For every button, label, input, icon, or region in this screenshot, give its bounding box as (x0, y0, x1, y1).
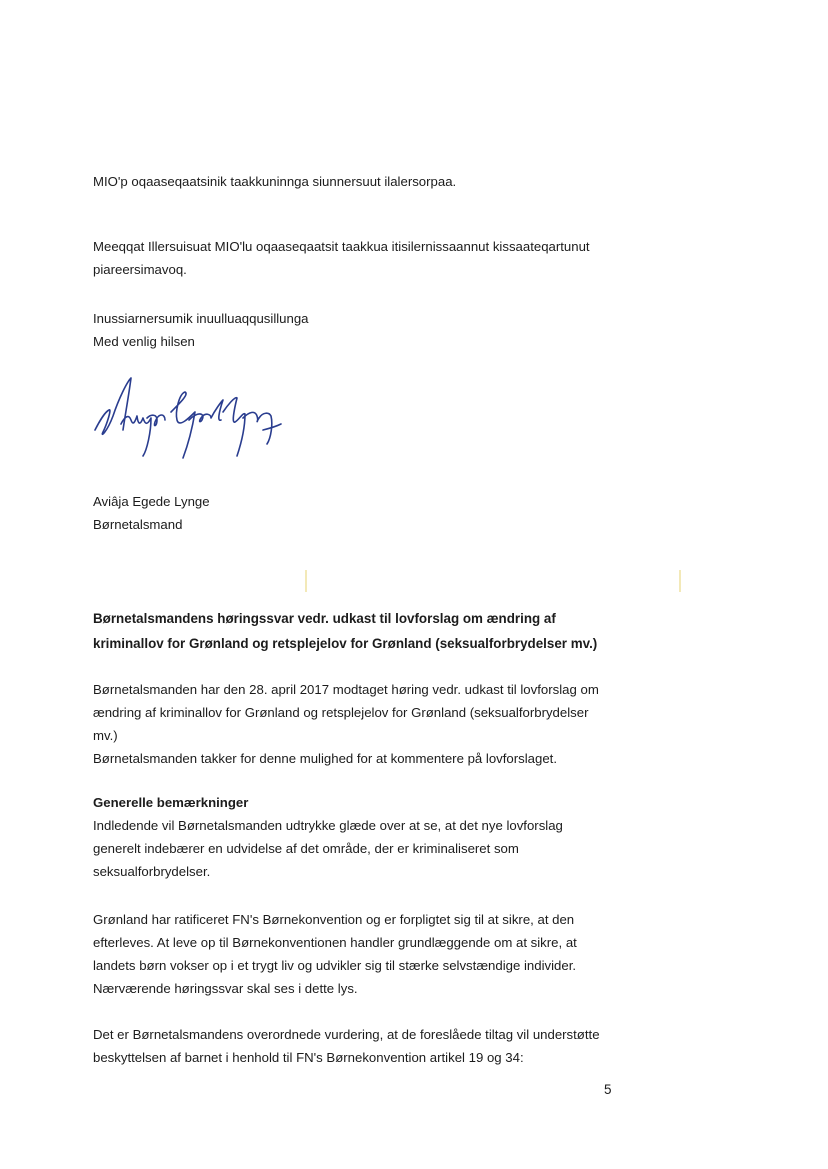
text-line: MIO'p oqaaseqaatsinik taakkuninnga siunnersuut ilalersorpaa. (93, 174, 457, 189)
meeqqat-paragraph (93, 235, 633, 281)
text-line: landets børn vokser op i et trygt liv og udvikler sig til stærke selvstændige individer. (93, 958, 577, 973)
text-line: piareersimavoq. (93, 262, 187, 277)
handwritten-signature (85, 372, 285, 462)
signer-block (93, 490, 633, 536)
text-line: efterleves. At leve op til Børnekonventionen handler grundlæggende om at sikre, at (93, 935, 577, 950)
closing-greeting (93, 307, 633, 353)
text-line: seksualforbrydelser. (93, 864, 211, 879)
text-line: generelt indebærer en udvidelse af det område, der er kriminaliseret som (93, 841, 519, 856)
text-line: Meeqqat Illersuisuat MIO'lu oqaaseqaatsit taakkua itisilernissaannut kissaateqartunut (93, 239, 590, 254)
signer-name: Aviâja Egede Lynge (93, 494, 210, 509)
closing-danish: Med venlig hilsen (93, 334, 195, 349)
subject-heading (93, 606, 633, 656)
signer-title: Børnetalsmand (93, 517, 183, 532)
mio-paragraph (93, 170, 633, 193)
text-line: mv.) (93, 728, 118, 743)
text-line: Nærværende høringssvar skal ses i dette lys. (93, 981, 358, 996)
scan-artifact (305, 570, 307, 592)
closing-greenlandic: Inussiarnersumik inuulluaqqusillunga (93, 311, 309, 326)
assessment-paragraph (93, 1023, 633, 1069)
text-line: Børnetalsmanden takker for denne mulighed for at kommentere på lovforslaget. (93, 751, 558, 766)
text-line: Børnetalsmanden har den 28. april 2017 modtaget høring vedr. udkast til lovforslag om (93, 682, 599, 697)
section-heading: Generelle bemærkninger (93, 795, 249, 810)
text-line: beskyttelsen af barnet i henhold til FN's Børnekonvention artikel 19 og 34: (93, 1050, 524, 1065)
text-line: ændring af kriminallov for Grønland og retsplejelov for Grønland (seksualforbrydelser (93, 705, 589, 720)
text-line: Indledende vil Børnetalsmanden udtrykke glæde over at se, at det nye lovforslag (93, 818, 563, 833)
subject-line: kriminallov for Grønland og retsplejelov for Grønland (seksualforbrydelser mv.) (93, 636, 598, 651)
text-line: Det er Børnetalsmandens overordnede vurdering, at de foreslåede tiltag vil understøtte (93, 1027, 600, 1042)
greenland-paragraph (93, 908, 633, 1000)
page-number: 5 (604, 1082, 612, 1097)
subject-line: Børnetalsmandens høringssvar vedr. udkast til lovforslag om ændring af (93, 611, 556, 626)
intro-paragraph (93, 678, 633, 770)
text-line: Grønland har ratificeret FN's Børnekonvention og er forpligtet sig til at sikre, at den (93, 912, 575, 927)
general-remarks-section (93, 791, 633, 883)
scan-artifact (679, 570, 681, 592)
